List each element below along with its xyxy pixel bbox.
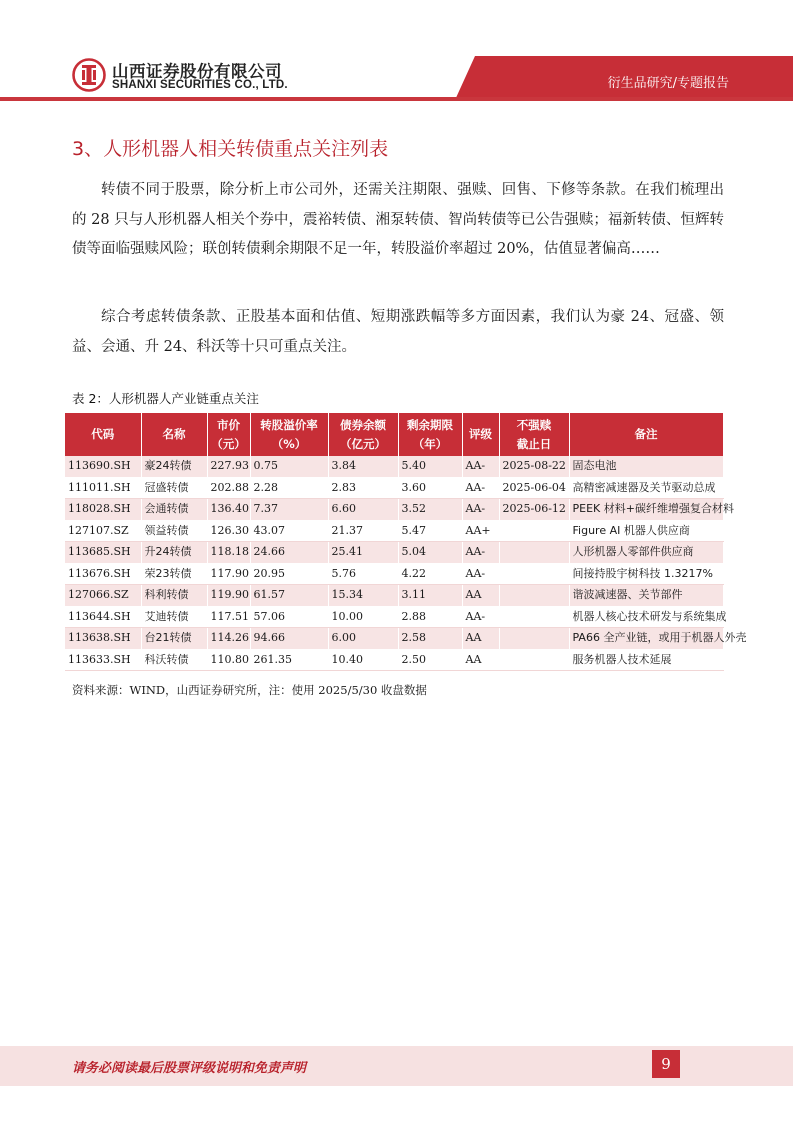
cell-premium: 20.95 [250, 563, 328, 585]
cell-term: 5.40 [398, 456, 462, 477]
cell-code: 111011.SH [65, 477, 141, 499]
cell-no-redeem-date [499, 542, 569, 564]
col-header-note: 备注 [569, 413, 723, 456]
cell-price: 126.30 [207, 520, 250, 542]
company-name-en: SHANXI SECURITIES CO., LTD. [112, 79, 288, 91]
cell-rating: AA- [462, 542, 499, 564]
cell-note: 谐波减速器、关节部件 [569, 585, 723, 607]
body-paragraph-2: 综合考虑转债条款、正股基本面和估值、短期涨跌幅等多方面因素，我们认为豪 24、冠盛、领益、会通、升 24、科沃等十只可重点关注。 [72, 309, 724, 355]
cell-code: 118028.SH [65, 499, 141, 521]
report-type-label: 衍生品研究/专题报告 [607, 76, 729, 91]
cell-name: 荣23转债 [141, 563, 207, 585]
cell-rating: AA [462, 628, 499, 650]
cell-balance: 25.41 [328, 542, 398, 564]
cell-rating: AA+ [462, 520, 499, 542]
cell-no-redeem-date [499, 520, 569, 542]
table-source-note: 资料来源：WIND，山西证券研究所，注：使用 2025/5/30 收盘数据 [72, 683, 427, 697]
table-row [65, 585, 723, 607]
table-row [65, 649, 723, 671]
cell-no-redeem-date: 2025-08-22 [499, 456, 569, 477]
cell-no-redeem-date [499, 606, 569, 628]
cell-note: 固态电池 [569, 456, 723, 477]
cell-premium: 94.66 [250, 628, 328, 650]
cell-name: 科沃转债 [141, 649, 207, 671]
cell-rating: AA [462, 585, 499, 607]
cell-balance: 10.40 [328, 649, 398, 671]
cell-premium: 261.35 [250, 649, 328, 671]
cell-no-redeem-date: 2025-06-04 [499, 477, 569, 499]
cell-price: 202.88 [207, 477, 250, 499]
cell-price: 119.90 [207, 585, 250, 607]
cell-balance: 2.83 [328, 477, 398, 499]
page-header [0, 0, 793, 110]
cell-rating: AA- [462, 606, 499, 628]
cell-code: 113676.SH [65, 563, 141, 585]
cell-premium: 61.57 [250, 585, 328, 607]
cell-note: 高精密减速器及关节驱动总成 [569, 477, 723, 499]
cell-price: 227.93 [207, 456, 250, 477]
cell-no-redeem-date: 2025-06-12 [499, 499, 569, 521]
col-header-code: 代码 [65, 413, 141, 456]
col-header-price: 市价 （元） [207, 413, 250, 456]
table-row [65, 542, 723, 564]
cell-term: 3.11 [398, 585, 462, 607]
cell-rating: AA- [462, 477, 499, 499]
footer-disclaimer: 请务必阅读最后股票评级说明和免责声明 [72, 1061, 307, 1076]
cell-name: 升24转债 [141, 542, 207, 564]
section-title: 3、人形机器人相关转债重点关注列表 [72, 138, 389, 160]
cell-price: 136.40 [207, 499, 250, 521]
cell-balance: 10.00 [328, 606, 398, 628]
cell-no-redeem-date [499, 649, 569, 671]
cell-note: Figure AI 机器人供应商 [569, 520, 723, 542]
cell-balance: 3.84 [328, 456, 398, 477]
header-divider [0, 97, 793, 101]
table-row [65, 520, 723, 542]
cell-rating: AA- [462, 499, 499, 521]
cell-code: 113633.SH [65, 649, 141, 671]
col-header-term: 剩余期限 （年） [398, 413, 462, 456]
cell-no-redeem-date [499, 585, 569, 607]
table-body [65, 456, 747, 671]
company-logo-icon [72, 58, 106, 92]
col-header-name: 名称 [141, 413, 207, 456]
col-header-rating: 评级 [462, 413, 499, 456]
table-row [65, 499, 723, 521]
cell-name: 豪24转债 [141, 456, 207, 477]
cell-premium: 57.06 [250, 606, 328, 628]
table-row [65, 563, 723, 585]
cell-rating: AA [462, 649, 499, 671]
cell-name: 领益转债 [141, 520, 207, 542]
table-row [65, 628, 723, 650]
cell-term: 5.04 [398, 542, 462, 564]
cell-premium: 2.28 [250, 477, 328, 499]
cell-premium: 7.37 [250, 499, 328, 521]
cell-rating: AA- [462, 456, 499, 477]
cell-note: 人形机器人零部件供应商 [569, 542, 723, 564]
table-caption: 表 2：人形机器人产业链重点关注 [72, 391, 259, 406]
cell-note: PA66 全产业链，或用于机器人外壳 [569, 628, 723, 650]
cell-code: 127107.SZ [65, 520, 141, 542]
cell-no-redeem-date [499, 563, 569, 585]
table-row [65, 456, 723, 477]
cell-price: 114.26 [207, 628, 250, 650]
table-row [65, 477, 723, 499]
cell-premium: 0.75 [250, 456, 328, 477]
body-paragraph-1: 转债不同于股票，除分析上市公司外，还需关注期限、强赎、回售、下修等条款。在我们梳理出的 28 只与人形机器人相关个券中，震裕转债、湘泵转债、智尚转债等已公告强赎；福新转债、恒辉转债等面临强赎风险；联创转债剩余期限不足一年，转股溢价率超过 20%，估值显著偏高…… [72, 182, 724, 257]
cell-name: 艾迪转债 [141, 606, 207, 628]
col-header-balance: 债券余额 （亿元） [328, 413, 398, 456]
cell-price: 110.80 [207, 649, 250, 671]
cell-price: 117.90 [207, 563, 250, 585]
cell-price: 118.18 [207, 542, 250, 564]
cell-code: 113685.SH [65, 542, 141, 564]
cell-name: 科利转债 [141, 585, 207, 607]
cell-no-redeem-date [499, 628, 569, 650]
cell-balance: 5.76 [328, 563, 398, 585]
cell-term: 4.22 [398, 563, 462, 585]
cell-price: 117.51 [207, 606, 250, 628]
cell-note: 服务机器人技术延展 [569, 649, 723, 671]
cell-balance: 6.00 [328, 628, 398, 650]
col-header-premium: 转股溢价率 （%） [250, 413, 328, 456]
cell-balance: 21.37 [328, 520, 398, 542]
table-row [65, 606, 723, 628]
col-header-no-redeem: 不强赎 截止日 [499, 413, 569, 456]
company-name-cn: 山西证券股份有限公司 [112, 62, 282, 81]
cell-name: 台21转债 [141, 628, 207, 650]
page-number: 9 [652, 1050, 680, 1078]
cell-code: 113644.SH [65, 606, 141, 628]
cell-note: 间接持股宇树科技 1.3217% [569, 563, 723, 585]
cell-term: 2.58 [398, 628, 462, 650]
cell-code: 113690.SH [65, 456, 141, 477]
cell-term: 2.50 [398, 649, 462, 671]
cell-name: 会通转债 [141, 499, 207, 521]
cell-code: 127066.SZ [65, 585, 141, 607]
cell-term: 5.47 [398, 520, 462, 542]
cell-balance: 15.34 [328, 585, 398, 607]
cell-note: PEEK 材料+碳纤维增强复合材料 [569, 499, 723, 521]
cell-rating: AA- [462, 563, 499, 585]
cell-code: 113638.SH [65, 628, 141, 650]
cell-term: 3.52 [398, 499, 462, 521]
cell-term: 3.60 [398, 477, 462, 499]
cell-balance: 6.60 [328, 499, 398, 521]
cell-premium: 24.66 [250, 542, 328, 564]
cell-note: 机器人核心技术研发与系统集成 [569, 606, 723, 628]
cell-term: 2.88 [398, 606, 462, 628]
cell-name: 冠盛转债 [141, 477, 207, 499]
table-header-row [65, 413, 723, 456]
bond-watchlist-table [65, 413, 747, 671]
cell-premium: 43.07 [250, 520, 328, 542]
